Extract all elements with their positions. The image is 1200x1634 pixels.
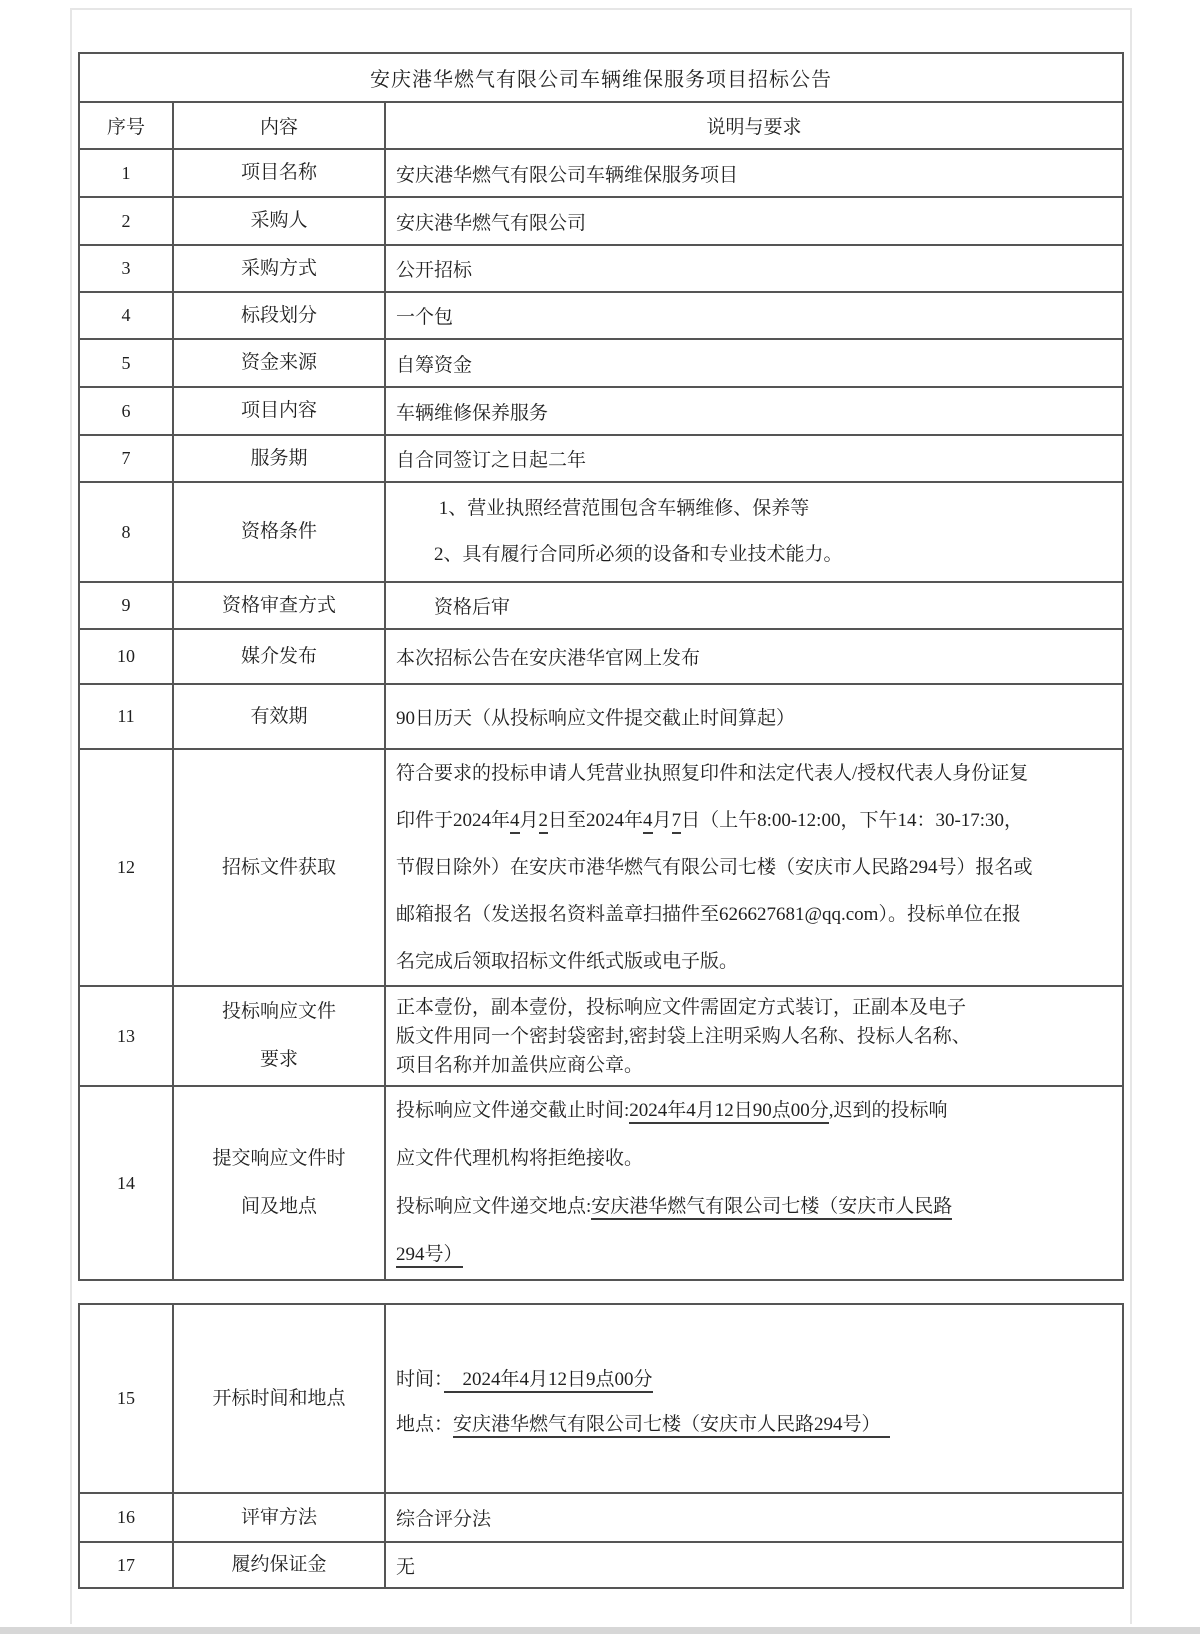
- row-desc: 车辆维修保养服务: [385, 387, 1123, 435]
- row-number: 7: [79, 435, 173, 482]
- header-row: [79, 102, 1123, 149]
- page-border-right: [1130, 8, 1132, 1624]
- row-label: 资格审查方式: [173, 582, 385, 629]
- table-row: [79, 197, 1123, 245]
- row-number: 11: [79, 684, 173, 749]
- row-desc: 公开招标: [385, 245, 1123, 292]
- row-label: 项目内容: [173, 387, 385, 435]
- row-label: 采购人: [173, 197, 385, 245]
- table-row: [79, 629, 1123, 684]
- row-number: 1: [79, 149, 173, 197]
- row-desc: 自合同签订之日起二年: [385, 435, 1123, 482]
- row-number: 9: [79, 582, 173, 629]
- row-number: 6: [79, 387, 173, 435]
- table-row: [79, 1542, 1123, 1588]
- page-border-top: [70, 8, 1132, 10]
- row-desc: 无: [385, 1542, 1123, 1588]
- table-row: [79, 435, 1123, 482]
- title-row: [79, 53, 1123, 102]
- row-desc: 90日历天（从投标响应文件提交截止时间算起）: [385, 684, 1123, 749]
- table-row: [79, 1304, 1123, 1493]
- document-title: 安庆港华燃气有限公司车辆维保服务项目招标公告: [79, 53, 1123, 102]
- row-number: 8: [79, 482, 173, 582]
- row-label: 履约保证金: [173, 1542, 385, 1588]
- page-bottom-edge: [0, 1627, 1200, 1634]
- tender-table-continued: [78, 1303, 1124, 1589]
- table-row: [79, 1493, 1123, 1542]
- row-desc: 本次招标公告在安庆港华官网上发布: [385, 629, 1123, 684]
- row-desc: 投标响应文件递交截止时间:2024年4月12日90点00分,迟到的投标响 应文件代理机构将拒绝接收。 投标响应文件递交地点:安庆港华燃气有限公司七楼（安庆市人民路 294号）: [385, 1086, 1123, 1280]
- row-label: 评审方法: [173, 1493, 385, 1542]
- table-row: [79, 1086, 1123, 1280]
- row-label: 招标文件获取: [173, 749, 385, 986]
- row-number: 4: [79, 292, 173, 339]
- row-desc: 安庆港华燃气有限公司: [385, 197, 1123, 245]
- row-label: 资格条件: [173, 482, 385, 582]
- row-number: 5: [79, 339, 173, 387]
- row-number: 2: [79, 197, 173, 245]
- row-desc: 一个包: [385, 292, 1123, 339]
- row-desc: 符合要求的投标申请人凭营业执照复印件和法定代表人/授权代表人身份证复 印件于2024年4月2日至2024年4月7日（上午8:00-12:00，下午14：30-17:30， 节假日除外）在安庆市港华燃气有限公司七楼（安庆市人民路294号）报名或 邮箱报名（发送报名资料盖章扫描件至626627681@qq.com）。投标单位在报 名完成后领取招标文件纸式版或电子版。: [385, 749, 1123, 986]
- row-label: 项目名称: [173, 149, 385, 197]
- column-header-no: 序号: [79, 102, 173, 149]
- row-desc: 安庆港华燃气有限公司车辆维保服务项目: [385, 149, 1123, 197]
- row-label: 投标响应文件 要求: [173, 986, 385, 1086]
- column-header-content: 内容: [173, 102, 385, 149]
- table-row: [79, 339, 1123, 387]
- row-label: 有效期: [173, 684, 385, 749]
- row-number: 16: [79, 1493, 173, 1542]
- row-label: 服务期: [173, 435, 385, 482]
- row-number: 3: [79, 245, 173, 292]
- column-header-desc: 说明与要求: [385, 102, 1123, 149]
- table-row: [79, 986, 1123, 1086]
- row-desc: 综合评分法: [385, 1493, 1123, 1542]
- table-row: [79, 749, 1123, 986]
- row-label: 采购方式: [173, 245, 385, 292]
- row-number: 13: [79, 986, 173, 1086]
- row-desc: 正本壹份，副本壹份，投标响应文件需固定方式装订，正副本及电子 版文件用同一个密封袋密封,密封袋上注明采购人名称、投标人名称、 项目名称并加盖供应商公章。: [385, 986, 1123, 1086]
- row-number: 14: [79, 1086, 173, 1280]
- row-number: 12: [79, 749, 173, 986]
- table-row: [79, 292, 1123, 339]
- table-row: [79, 684, 1123, 749]
- table-row: [79, 149, 1123, 197]
- row-desc: 自筹资金: [385, 339, 1123, 387]
- row-label: 资金来源: [173, 339, 385, 387]
- row-desc: 1、营业执照经营范围包含车辆维修、保养等 2、具有履行合同所必须的设备和专业技术能力。: [385, 482, 1123, 582]
- row-number: 17: [79, 1542, 173, 1588]
- row-label: 标段划分: [173, 292, 385, 339]
- row-label: 媒介发布: [173, 629, 385, 684]
- row-desc: 资格后审: [385, 582, 1123, 629]
- table-row: [79, 482, 1123, 582]
- table-row: [79, 245, 1123, 292]
- row-number: 10: [79, 629, 173, 684]
- page-border-left: [70, 8, 72, 1624]
- table-row: [79, 387, 1123, 435]
- tender-table-main: [78, 52, 1124, 1281]
- table-row: [79, 582, 1123, 629]
- row-desc: 时间： 2024年4月12日9点00分 地点：安庆港华燃气有限公司七楼（安庆市人民路294号）: [385, 1304, 1123, 1493]
- row-number: 15: [79, 1304, 173, 1493]
- row-label: 开标时间和地点: [173, 1304, 385, 1493]
- row-label: 提交响应文件时 间及地点: [173, 1086, 385, 1280]
